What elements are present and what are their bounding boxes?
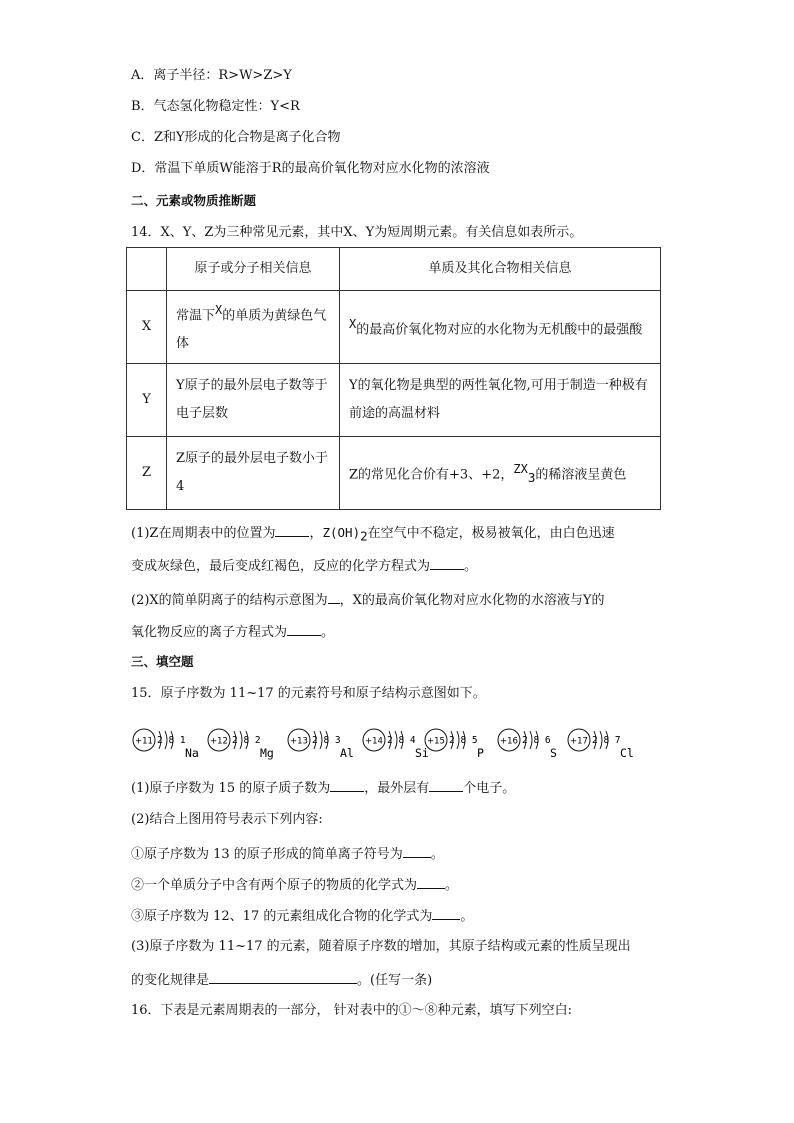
q13-option-c: C．Z和Y形成的化合物是离子化合物 — [131, 130, 341, 145]
nucleus-charge: +13 — [290, 736, 308, 747]
nucleus-charge: +11 — [135, 736, 153, 747]
answer-blank[interactable] — [429, 777, 463, 792]
q15-stem: 15．原子序数为 11~17 的元素符号和原子结构示意图如下。 — [131, 686, 486, 701]
nucleus-charge: +15 — [427, 736, 445, 747]
row-x-compound-info: X的最高价氧化物对应的水化物为无机酸中的最强酸 — [340, 291, 661, 364]
answer-blank[interactable] — [275, 522, 309, 537]
q14-part-1-line-1: (1)Z在周期表中的位置为 ，$Z(OH)_2$在空气中不稳定，极易被氧化，由白色迅速 — [131, 522, 615, 547]
q15-part-3-line-2: 的变化规律是 。(任写一条) — [131, 969, 432, 991]
electron-counts: 2 8 2 — [232, 735, 261, 746]
q16-stem: 16．下表是元素周期表的一部分， 针对表中的①～⑧种元素，填写下列空白: — [131, 1003, 573, 1018]
element-symbol: P — [477, 746, 484, 760]
row-key: X — [127, 291, 167, 364]
electron-counts: 2 8 1 — [157, 735, 186, 746]
q15-part-2-i: ①原子序数为 13 的原子形成的简单离子符号为 。 — [131, 843, 444, 865]
row-y-atom-info: Y原子的最外层电子数等于电子层数 — [167, 364, 340, 437]
atom-diagram-p — [425, 729, 484, 760]
answer-blank[interactable] — [417, 874, 445, 889]
atom-diagram-al — [288, 729, 354, 760]
row-z-compound-info: Z的常见化合价有+3、+2，$ZX_3$的稀溶液呈黄色 — [340, 437, 661, 510]
atom-diagram-cl — [568, 729, 634, 760]
element-symbol: Al — [340, 746, 354, 760]
q15-part-2: (2)结合上图用符号表示下列内容: — [131, 812, 323, 827]
row-x-atom-info: 常温下X的单质为黄绿色气体 — [167, 291, 340, 364]
atomic-structure-diagrams — [131, 720, 651, 766]
electron-counts: 2 8 7 — [592, 735, 621, 746]
nucleus-charge: +17 — [570, 736, 588, 747]
row-key: Z — [127, 437, 167, 510]
table-header-cell — [127, 248, 167, 291]
q15-part-1: (1)原子序数为 15 的原子质子数为 ，最外层有 个电子。 — [131, 777, 515, 799]
electron-counts: 2 8 6 — [522, 735, 551, 746]
q15-part-3-line-1: (3)原子序数为 11~17 的元素，随着原子序数的增加，其原子结构或元素的性质呈现出 — [131, 939, 631, 954]
answer-blank[interactable] — [330, 777, 364, 792]
atom-diagram-s — [498, 729, 557, 760]
answer-blank[interactable] — [403, 843, 431, 858]
element-symbol: Si — [415, 746, 429, 760]
electron-counts: 2 8 3 — [312, 735, 341, 746]
nucleus-charge: +12 — [210, 736, 228, 747]
q13-option-d: D．常温下单质W能溶于R的最高价氧化物对应水化物的浓溶液 — [131, 161, 490, 176]
q15-part-2-ii: ②一个单质分子中含有两个原子的物质的化学式为 。 — [131, 874, 458, 896]
table-header-cell: 单质及其化合物相关信息 — [340, 248, 661, 291]
row-z-atom-info: Z原子的最外层电子数小于4 — [167, 437, 340, 510]
answer-blank[interactable] — [287, 621, 321, 636]
atom-diagram-mg — [208, 729, 274, 760]
q13-option-a: A．离子半径：R>W>Z>Y — [131, 68, 292, 83]
answer-blank[interactable] — [430, 555, 464, 570]
table-header-row — [127, 248, 661, 291]
q14-part-2-line-1: (2)X的简单阴离子的结构示意图为 ，X的最高价氧化物对应水化物的水溶液与Y的 — [131, 589, 605, 611]
q15-part-2-iii: ③原子序数为 12、17 的元素组成化合物的化学式为 。 — [131, 905, 473, 927]
atom-diagram-si — [363, 729, 429, 760]
element-symbol: Mg — [260, 746, 274, 760]
answer-blank[interactable] — [432, 905, 460, 920]
element-symbol: Cl — [620, 746, 634, 760]
row-y-compound-info: Y的氧化物是典型的两性氧化物,可用于制造一种极有前途的高温材料 — [340, 364, 661, 437]
electron-counts: 2 8 4 — [387, 735, 416, 746]
table-row-z — [127, 437, 661, 510]
section-3-title: 三、填空题 — [131, 654, 194, 669]
atom-diagram-na — [133, 729, 199, 760]
answer-blank[interactable] — [328, 589, 340, 604]
table-header-cell: 原子或分子相关信息 — [167, 248, 340, 291]
table-row-x — [127, 291, 661, 364]
electron-counts: 2 8 5 — [449, 735, 478, 746]
q13-option-b: B．气态氢化物稳定性：Y<R — [131, 99, 300, 114]
nucleus-charge: +14 — [365, 736, 383, 747]
table-row-y — [127, 364, 661, 437]
q14-part-1-line-2: 变成灰绿色，最后变成红褐色，反应的化学方程式为 。 — [131, 555, 477, 577]
row-key: Y — [127, 364, 167, 437]
section-2-title: 二、元素或物质推断题 — [131, 193, 257, 208]
nucleus-charge: +16 — [500, 736, 518, 747]
q14-part-2-line-2: 氧化物反应的离子方程式为 。 — [131, 621, 334, 643]
q14-stem: 14．X、Y、Z为三种常见元素，其中X、Y为短周期元素。有关信息如表所示。 — [131, 225, 583, 240]
element-symbol: Na — [185, 746, 199, 760]
answer-blank[interactable] — [209, 969, 357, 984]
q14-info-table — [126, 247, 661, 510]
atom-diagram-row — [131, 720, 651, 766]
element-symbol: S — [550, 746, 557, 760]
